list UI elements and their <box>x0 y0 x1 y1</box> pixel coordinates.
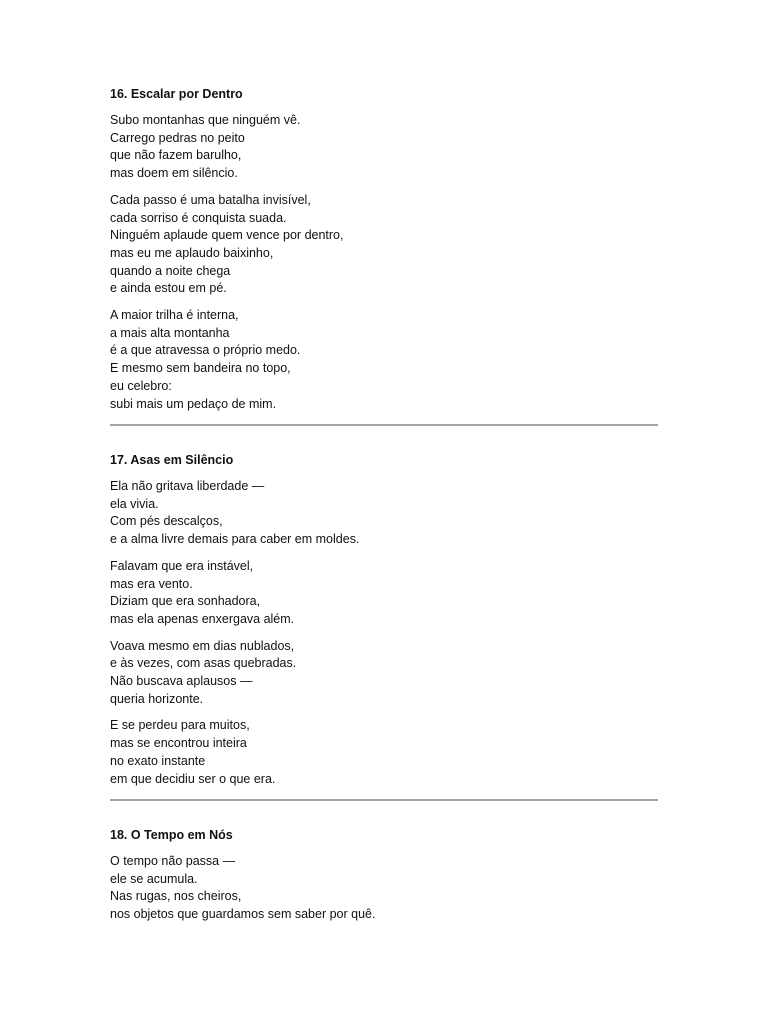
poem-line: mas era vento. <box>110 576 193 591</box>
poem-line: ele se acumula. <box>110 871 198 886</box>
stanza <box>110 638 658 709</box>
section-divider <box>110 424 658 426</box>
poem-line: mas se encontrou inteira <box>110 736 247 751</box>
stanza <box>110 478 658 549</box>
poem-line: Ninguém aplaude quem vence por dentro, <box>110 228 344 243</box>
poem-line: e às vezes, com asas quebradas. <box>110 656 297 671</box>
stanza <box>110 853 658 924</box>
section-divider <box>110 799 658 801</box>
stanza <box>110 192 658 298</box>
poem-line: Nas rugas, nos cheiros, <box>110 889 242 904</box>
poem-line: Ela não gritava liberdade — <box>110 479 265 493</box>
poem-line: quando a noite chega <box>110 263 231 278</box>
stanza <box>110 307 658 413</box>
stanza <box>110 558 658 629</box>
poem-line: Voava mesmo em dias nublados, <box>110 638 295 653</box>
poem-line: e ainda estou em pé. <box>110 281 227 296</box>
poem-line: Subo montanhas que ninguém vê. <box>110 113 301 127</box>
poem-line: A maior trilha é interna, <box>110 308 239 323</box>
stanza <box>110 717 658 788</box>
poem-line: em que decidiu ser o que era. <box>110 771 276 786</box>
poem-line: queria horizonte. <box>110 691 204 706</box>
poem-line: mas ela apenas enxergava além. <box>110 611 295 626</box>
poem-line: e a alma livre demais para caber em moldes. <box>110 532 360 547</box>
poem-line: E mesmo sem bandeira no topo, <box>110 361 291 376</box>
stanza <box>110 112 658 183</box>
poem-line: é a que atravessa o próprio medo. <box>110 343 301 358</box>
poem-line: mas doem em silêncio. <box>110 166 238 181</box>
poem-line: Não buscava aplausos — <box>110 674 253 689</box>
poem-line: subi mais um pedaço de mim. <box>110 396 277 411</box>
poem-line: Diziam que era sonhadora, <box>110 594 261 609</box>
poem-line: Falavam que era instável, <box>110 558 254 573</box>
poem-18 <box>110 827 658 933</box>
poem-title: 17. Asas em Silêncio <box>110 453 234 467</box>
poem-line: E se perdeu para muitos, <box>110 718 250 733</box>
poem-line: a mais alta montanha <box>110 325 230 340</box>
poem-line: que não fazem barulho, <box>110 148 242 163</box>
poem-line: Carrego pedras no peito <box>110 130 245 145</box>
poem-title: 16. Escalar por Dentro <box>110 87 243 101</box>
poem-line: mas eu me aplaudo baixinho, <box>110 245 274 260</box>
poem-line: no exato instante <box>110 753 206 768</box>
poem-16 <box>110 86 658 422</box>
poem-17 <box>110 452 658 797</box>
poem-line: O tempo não passa — <box>110 854 236 868</box>
poem-title: 18. O Tempo em Nós <box>110 828 233 842</box>
poem-line: cada sorriso é conquista suada. <box>110 210 287 225</box>
poem-line: eu celebro: <box>110 378 172 393</box>
poem-line: ela vivia. <box>110 496 159 511</box>
poem-line: Com pés descalços, <box>110 514 223 529</box>
poem-line: Cada passo é uma batalha invisível, <box>110 192 311 207</box>
poem-line: nos objetos que guardamos sem saber por quê. <box>110 907 376 922</box>
